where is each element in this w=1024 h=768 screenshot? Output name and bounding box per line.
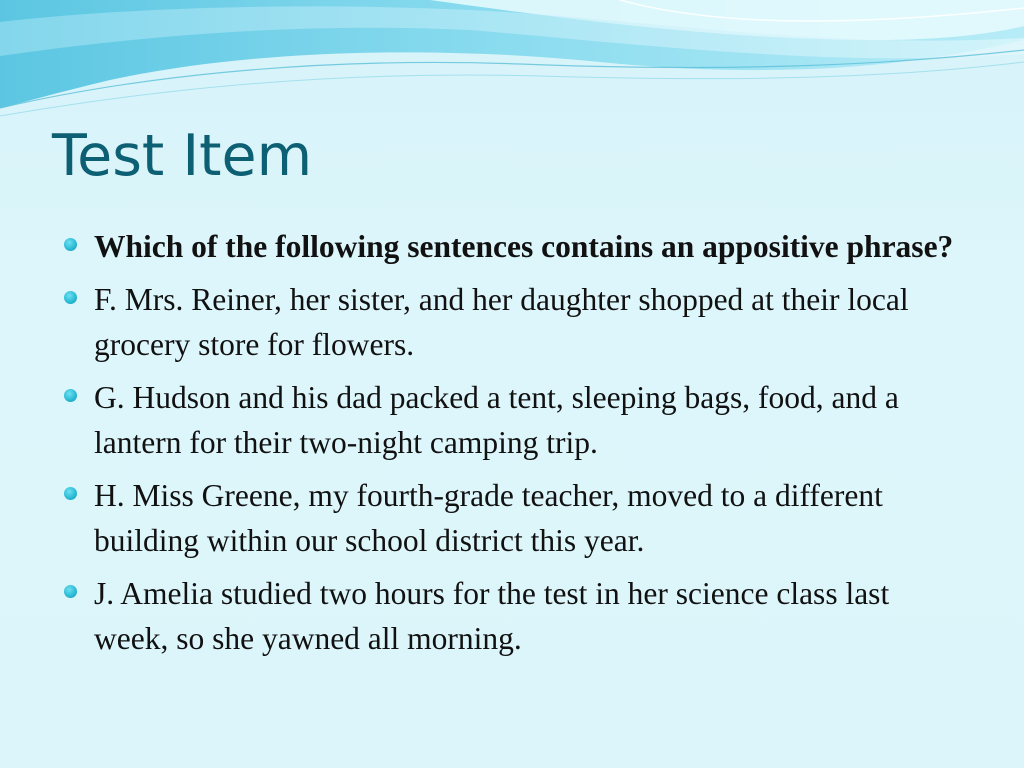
- bullet-list: [64, 224, 964, 669]
- answer-option-text: J. Amelia studied two hours for the test in her science class last week, so she yawned all morning.: [94, 576, 890, 656]
- bullet-dot-icon: [64, 487, 77, 500]
- answer-option-f: [64, 277, 964, 367]
- answer-option-g: [64, 375, 964, 465]
- slide-title: Test Item: [52, 123, 313, 189]
- answer-option-j: [64, 571, 964, 661]
- bullet-dot-icon: [64, 585, 77, 598]
- answer-option-h: [64, 473, 964, 563]
- bullet-dot-icon: [64, 238, 77, 251]
- question-text: Which of the following sentences contains an appositive phrase?: [94, 229, 954, 264]
- answer-option-text: H. Miss Greene, my fourth-grade teacher, moved to a different building within our school district this year.: [94, 478, 883, 558]
- answer-option-text: G. Hudson and his dad packed a tent, sleeping bags, food, and a lantern for their two-night camping trip.: [94, 380, 899, 460]
- question-bullet: [64, 224, 964, 269]
- bullet-dot-icon: [64, 291, 77, 304]
- bullet-dot-icon: [64, 389, 77, 402]
- wave-header-decoration: [0, 0, 1024, 130]
- answer-option-text: F. Mrs. Reiner, her sister, and her daughter shopped at their local grocery store for flowers.: [94, 282, 909, 362]
